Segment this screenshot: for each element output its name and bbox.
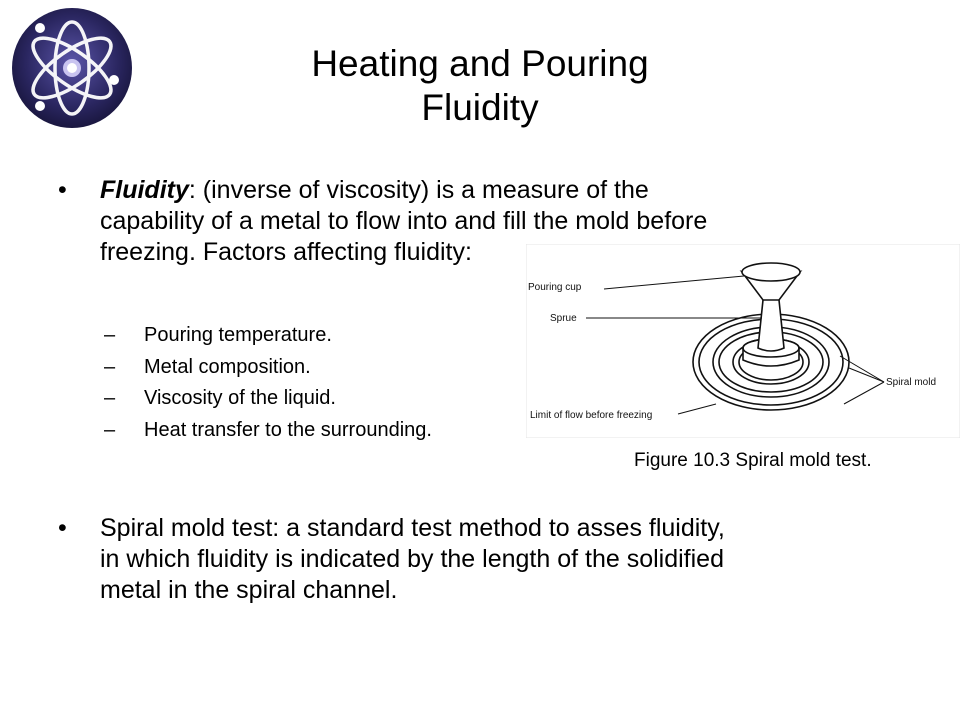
- bullet-symbol: •: [58, 514, 67, 542]
- bullet-spiral-test: [58, 513, 898, 606]
- label-limit-of-flow: Limit of flow before freezing: [530, 410, 653, 421]
- title-line-1: Heating and Pouring: [311, 43, 649, 84]
- label-sprue: Sprue: [550, 313, 577, 324]
- spiral-mold-figure: [526, 244, 960, 438]
- bullet2-line1: Spiral mold test: a standard test method to asses fluidity,: [100, 514, 725, 542]
- label-pouring-cup: Pouring cup: [528, 282, 582, 293]
- list-item: – Metal composition.: [104, 355, 311, 378]
- slide-title: [230, 42, 730, 130]
- atom-logo-icon: [10, 6, 134, 130]
- list-item: – Heat transfer to the surrounding.: [104, 418, 432, 441]
- bullet1-line2: capability of a metal to flow into and fill the mold before: [100, 207, 708, 235]
- bullet1-line1: : (inverse of viscosity) is a measure of the: [188, 176, 649, 204]
- bullet-symbol: •: [58, 176, 67, 204]
- title-line-2: Fluidity: [421, 87, 539, 128]
- factors-list: [104, 320, 432, 446]
- list-item: – Pouring temperature.: [104, 324, 332, 346]
- bullet1-line3: freezing. Factors affecting fluidity:: [100, 238, 472, 266]
- label-spiral-mold: Spiral mold: [886, 377, 937, 388]
- term-fluidity: Fluidity: [100, 176, 189, 204]
- figure-caption: Figure 10.3 Spiral mold test.: [634, 450, 872, 471]
- bullet2-line2: in which fluidity is indicated by the length of the solidified: [100, 545, 724, 573]
- bullet2-line3: metal in the spiral channel.: [100, 576, 398, 604]
- list-item: – Viscosity of the liquid.: [104, 387, 336, 409]
